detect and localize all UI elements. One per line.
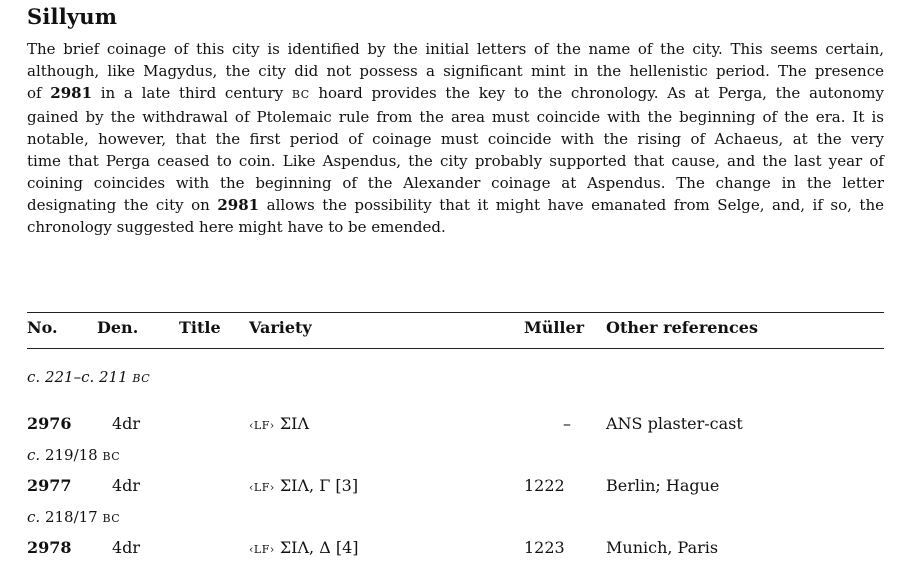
coin-number-ref: 2981 bbox=[217, 196, 260, 214]
paragraph-line: gained by the withdrawal of Ptolemaic rule from the area must coincide with the beginning of the era. It is bbox=[27, 108, 884, 126]
coin-number: 2977 bbox=[27, 476, 72, 495]
denomination: 4dr bbox=[112, 476, 141, 495]
era-small-caps: BC bbox=[291, 88, 310, 101]
coin-number-ref: 2981 bbox=[50, 84, 93, 102]
coin-number: 2976 bbox=[27, 414, 72, 433]
header-variety: Variety bbox=[249, 318, 312, 337]
muller-ref: – bbox=[563, 414, 571, 433]
header-no: No. bbox=[27, 318, 58, 337]
paragraph-line: of 2981 in a late third century BC hoard provides the key to the chronology. As at Perga, the autonomy bbox=[27, 84, 884, 102]
variety: ‹LF› ΣΙΛ, Γ [3] bbox=[249, 476, 359, 495]
header-title: Title bbox=[179, 318, 221, 337]
header-muller: Müller bbox=[524, 318, 585, 337]
table-top-rule bbox=[27, 312, 884, 313]
variety: ‹LF› ΣΙΛ bbox=[249, 414, 310, 433]
paragraph-line: although, like Magydus, the city did not possess a significant mint in the hellenistic period. The presence bbox=[27, 62, 884, 80]
denomination: 4dr bbox=[112, 538, 141, 557]
paragraph-line: coining coincides with the beginning of the Alexander coinage at Aspendus. The change in the letter bbox=[27, 174, 884, 192]
other-references: Berlin; Hague bbox=[606, 476, 720, 495]
header-other-references: Other references bbox=[606, 318, 758, 337]
other-references: Munich, Paris bbox=[606, 538, 719, 557]
variety: ‹LF› ΣΙΛ, Δ [4] bbox=[249, 538, 359, 557]
paragraph-line: designating the city on 2981 allows the possibility that it might have emanated from Selge, and, if so, the bbox=[27, 196, 885, 214]
intro-paragraph bbox=[27, 38, 884, 238]
muller-ref: 1223 bbox=[524, 538, 565, 557]
coin-number: 2978 bbox=[27, 538, 72, 557]
paragraph-line: chronology suggested here might have to be emended. bbox=[27, 218, 446, 236]
other-references: ANS plaster-cast bbox=[606, 414, 743, 433]
paragraph-line: time that Perga ceased to coin. Like Aspendus, the city probably supported that cause, and the last year of bbox=[27, 152, 884, 170]
row-date: c. 219/18 BC bbox=[27, 446, 121, 464]
denomination: 4dr bbox=[112, 414, 141, 433]
header-den: Den. bbox=[97, 318, 139, 337]
section-title: Sillyum bbox=[27, 4, 118, 29]
paragraph-line: notable, however, that the first period of coinage must coincide with the rising of Achaeus, at the very bbox=[27, 130, 884, 148]
paragraph-line: The brief coinage of this city is identified by the initial letters of the name of the city. This seems certain, bbox=[27, 40, 884, 58]
table-header-rule bbox=[27, 348, 884, 349]
period-heading: c. 221–c. 211 BC bbox=[27, 368, 151, 386]
muller-ref: 1222 bbox=[524, 476, 565, 495]
row-date: c. 218/17 BC bbox=[27, 508, 121, 526]
